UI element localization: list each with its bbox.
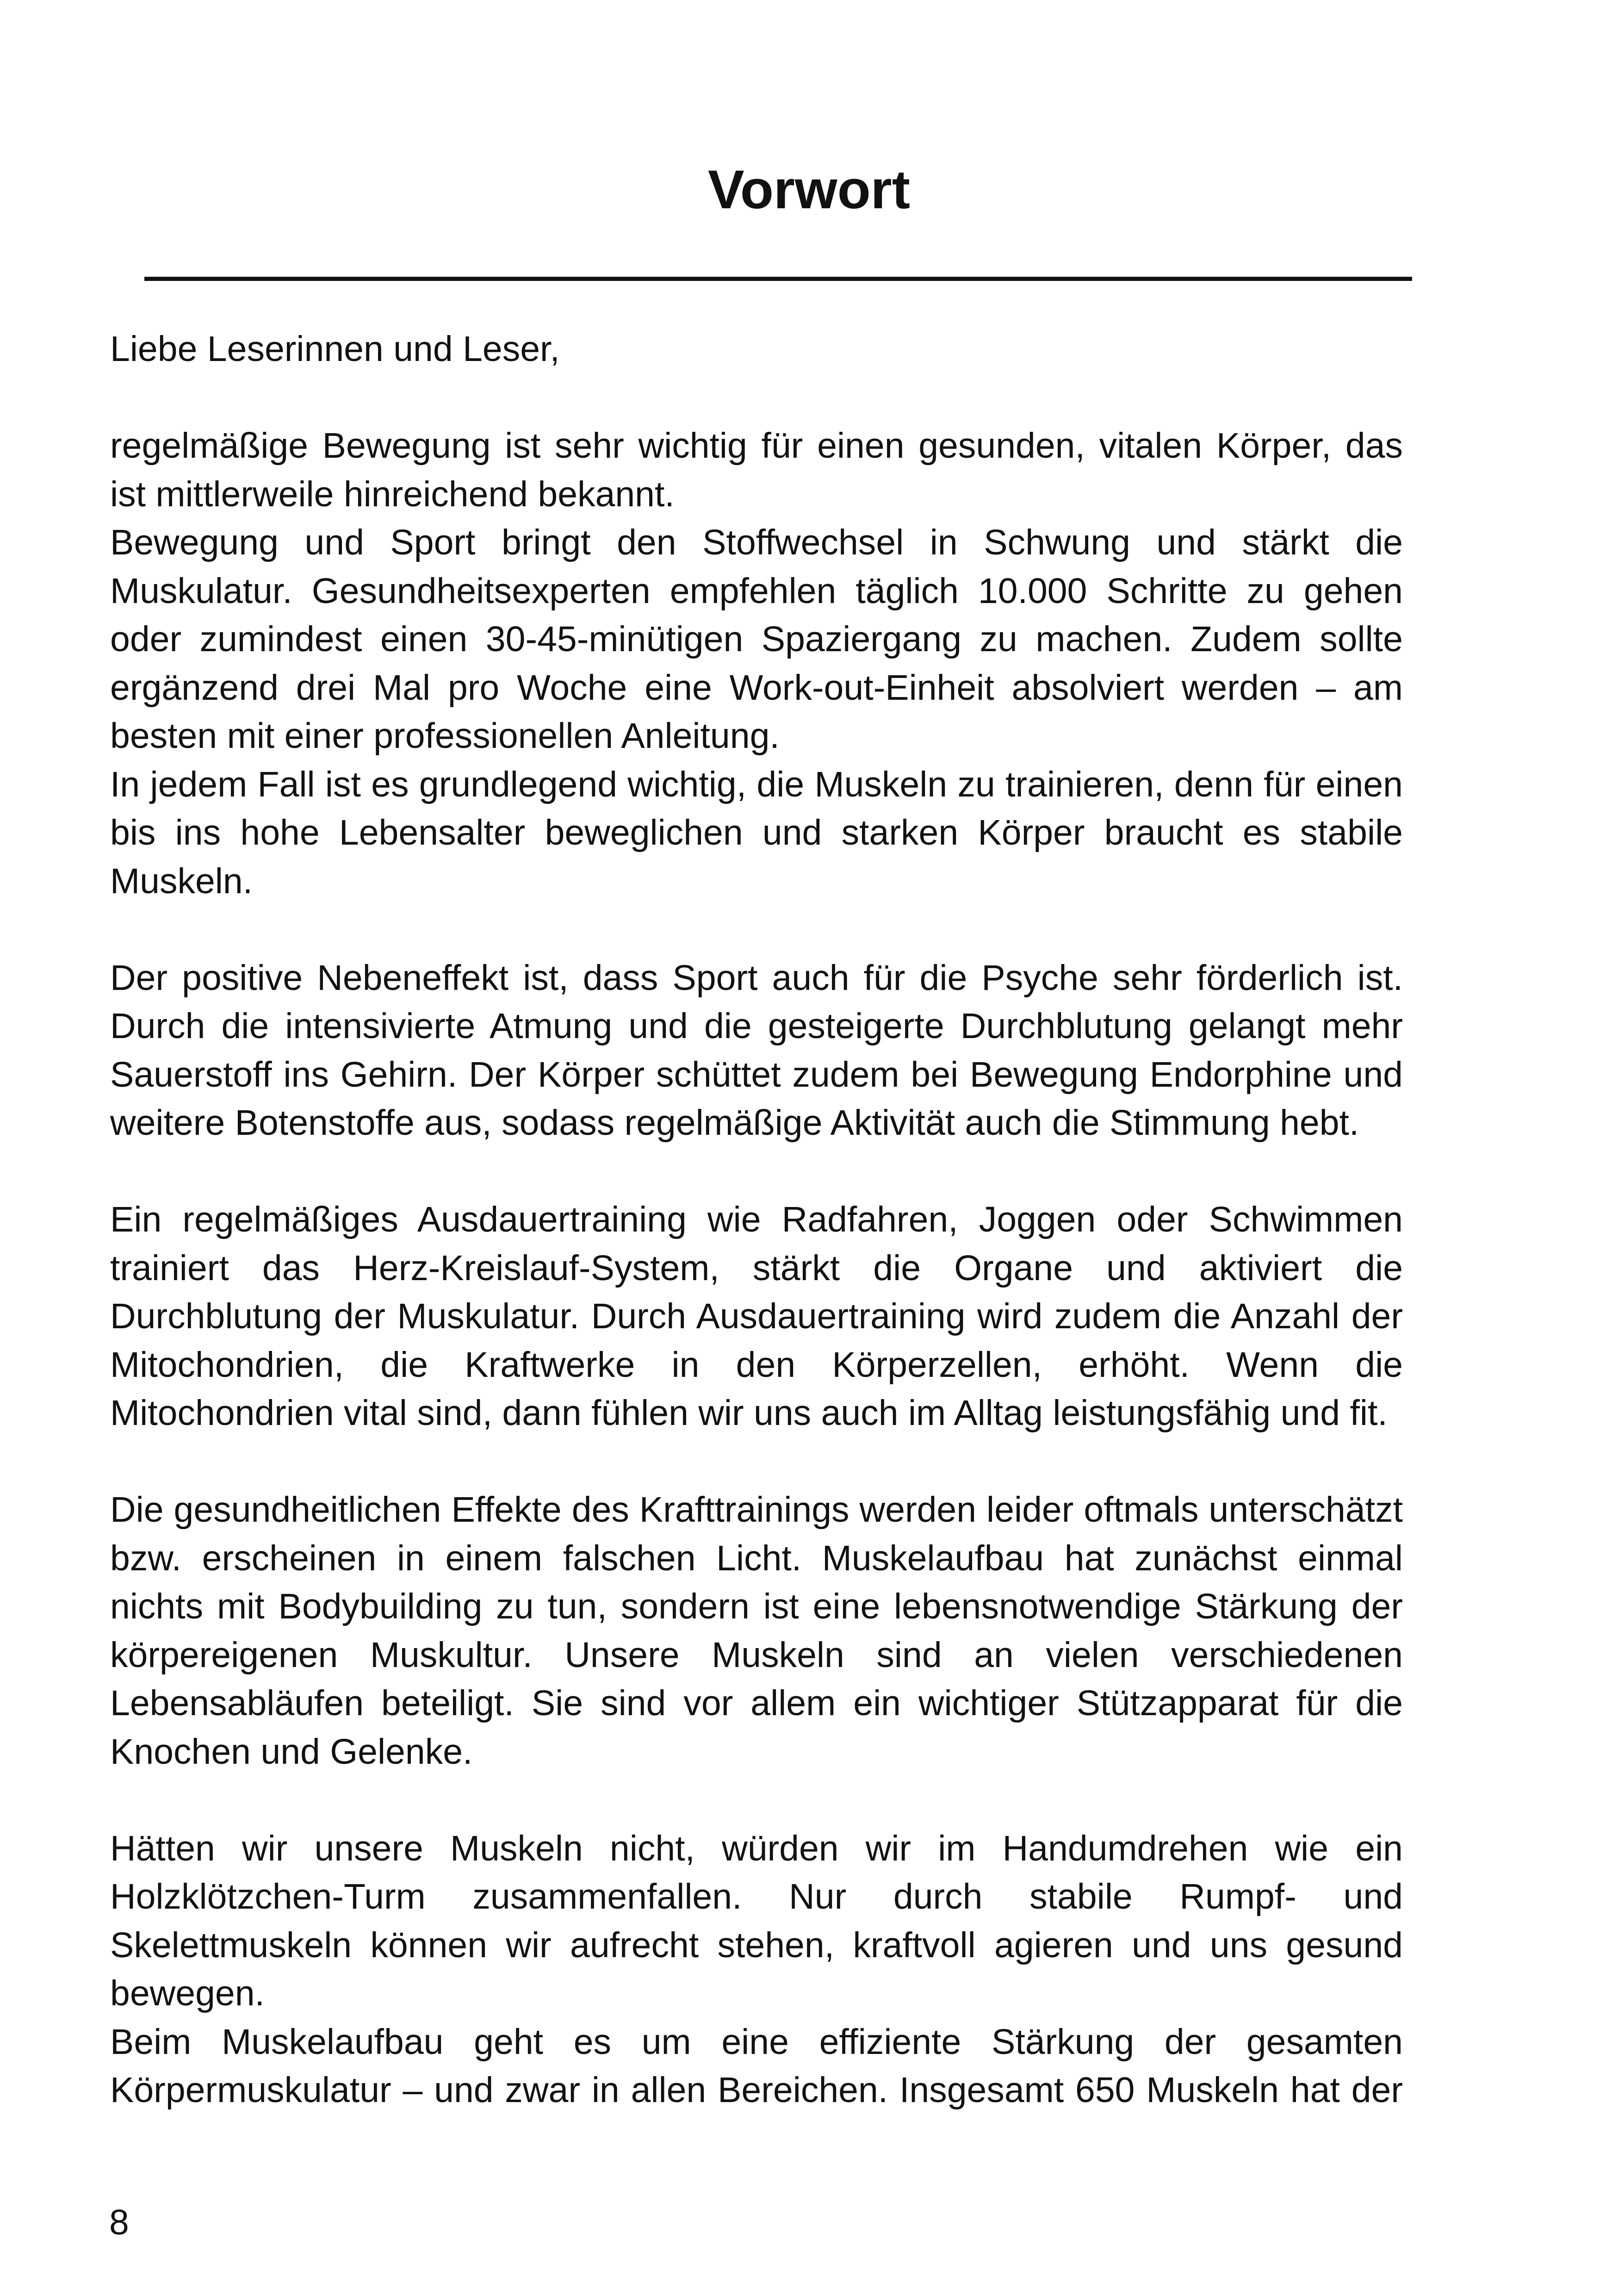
paragraph-4: Der positive Nebeneffekt ist, dass Sport auch für die Psyche sehr förderlich ist. Durch die intensivierte Atmung und die gesteigerte Durchblutung gelangt mehr Sauerstoff ins Gehirn. Der Körper schüttet zudem bei Bewegung Endorphine und weitere Botenstoffe aus, sodass regelmäßige Aktivität auch die Stimmung hebt. bbox=[110, 958, 1403, 1143]
body-text bbox=[110, 325, 1403, 2115]
paragraph-8: Beim Muskelaufbau geht es um eine effiziente Stärkung der gesamten Körpermuskulatur – und zwar in allen Bereichen. Insgesamt 650 Muskeln hat der bbox=[110, 2022, 1403, 2110]
paragraph-5: Ein regelmäßiges Ausdauertraining wie Radfahren, Joggen oder Schwimmen trainiert das Herz-Kreislauf-System, stärkt die Organe und aktiviert die Durchblutung der Muskulatur. Durch Ausdauertraining wird zudem die Anzahl der Mitochondrien, die Kraftwerke in den Körperzellen, erhöht. Wenn die Mitochondrien vital sind, dann fühlen wir uns auch im Alltag leistungsfähig und fit. bbox=[110, 1200, 1403, 1433]
paragraph-6: Die gesundheitlichen Effekte des Krafttrainings werden leider oftmals unterschätzt bzw. erscheinen in einem falschen Licht. Muskelaufbau hat zunächst einmal nichts mit Bodybuilding zu tun, sondern ist eine lebensnotwendige Stärkung der körpereigenen Muskultur. Unsere Muskeln sind an vielen verschiedenen Lebensabläufen beteiligt. Sie sind vor allem ein wichtiger Stützapparat für die Knochen und Gelenke. bbox=[110, 1490, 1403, 1772]
greeting-paragraph: Liebe Leserinnen und Leser, bbox=[110, 329, 560, 369]
page-number: 8 bbox=[109, 2203, 129, 2242]
paragraph-1: regelmäßige Bewegung ist sehr wichtig für einen gesunden, vitalen Körper, das ist mittlerweile hinreichend bekannt. bbox=[110, 426, 1403, 514]
title-divider bbox=[144, 277, 1412, 281]
paragraph-3: In jedem Fall ist es grundlegend wichtig, die Muskeln zu trainieren, denn für einen bis ins hohe Lebensalter beweglichen und starken Körper braucht es stabile Muskeln. bbox=[110, 764, 1403, 901]
page-title: Vorwort bbox=[707, 159, 911, 220]
paragraph-2: Bewegung und Sport bringt den Stoffwechsel in Schwung und stärkt die Muskulatur. Gesundheitsexperten empfehlen täglich 10.000 Schritte zu gehen oder zumindest einen 30-45-minütigen Spaziergang zu machen. Zudem sollte ergänzend drei Mal pro Woche eine Work-out-Einheit absolviert werden – am besten mit einer professionellen Anleitung. bbox=[110, 523, 1403, 756]
paragraph-7: Hätten wir unsere Muskeln nicht, würden wir im Handumdrehen wie ein Holzklötzchen-Turm zusammenfallen. Nur durch stabile Rumpf- und Skelettmuskeln können wir aufrecht stehen, kraftvoll agieren und uns gesund bewegen. bbox=[110, 1828, 1403, 2013]
